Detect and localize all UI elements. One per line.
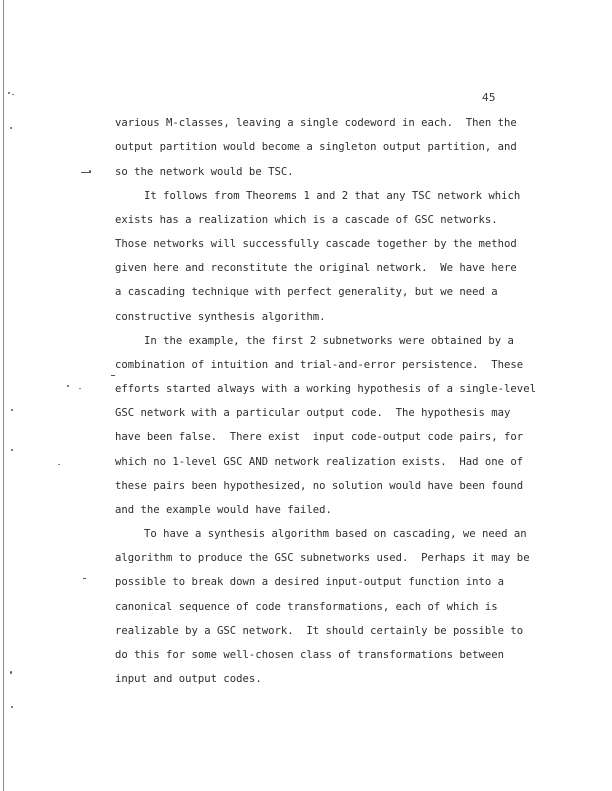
text-line: a cascading technique with perfect generality, but we need a [115, 286, 498, 298]
text-line: which no 1-level GSC AND network realization exists. Had one of [115, 456, 524, 468]
scan-artifact [11, 449, 13, 451]
scan-artifact [11, 706, 13, 708]
text-line: so the network would be TSC. [115, 166, 294, 178]
scan-artifact [111, 375, 115, 376]
scan-artifact [8, 92, 10, 94]
scan-artifact [11, 409, 13, 411]
text-line: To have a synthesis algorithm based on cascading, we need an [144, 528, 527, 540]
text-line: various M-classes, leaving a single codeword in each. Then the [115, 117, 517, 129]
text-line: given here and reconstitute the original network. We have here [115, 262, 517, 274]
binding-edge [3, 0, 4, 791]
text-line: Those networks will successfully cascade together by the method [115, 238, 517, 250]
text-line: combination of intuition and trial-and-error persistence. These [115, 359, 524, 371]
text-line: In the example, the first 2 subnetworks were obtained by a [144, 335, 514, 347]
scan-artifact [83, 578, 86, 579]
text-line: constructive synthesis algorithm. [115, 311, 326, 323]
text-line: efforts started always with a working hypothesis of a single-level [115, 383, 536, 395]
scan-artifact [10, 671, 12, 674]
text-line: GSC network with a particular output code. The hypothesis may [115, 407, 511, 419]
text-line: realizable by a GSC network. It should certainly be possible to [115, 625, 524, 637]
text-line: have been false. There exist input code-output code pairs, for [115, 431, 524, 443]
text-line: possible to break down a desired input-output function into a [115, 576, 505, 588]
text-line: input and output codes. [115, 673, 262, 685]
scan-artifact [79, 388, 81, 389]
text-line: It follows from Theorems 1 and 2 that any TSC network which [144, 190, 521, 202]
text-line: canonical sequence of code transformations, each of which is [115, 601, 498, 613]
text-line: these pairs been hypothesized, no solution would have been found [115, 480, 524, 492]
text-line: exists has a realization which is a cascade of GSC networks. [115, 214, 498, 226]
text-line: and the example would have failed. [115, 504, 332, 516]
scan-artifact [67, 385, 69, 387]
text-line: do this for some well-chosen class of transformations between [115, 649, 505, 661]
scan-artifact [12, 94, 14, 95]
scan-artifact [58, 464, 60, 465]
text-line: algorithm to produce the GSC subnetworks used. Perhaps it may be [115, 552, 530, 564]
page-number: 45 [482, 91, 496, 104]
scan-artifact [89, 170, 91, 173]
scan-artifact [10, 127, 12, 129]
text-line: output partition would become a singleton output partition, and [115, 141, 517, 153]
